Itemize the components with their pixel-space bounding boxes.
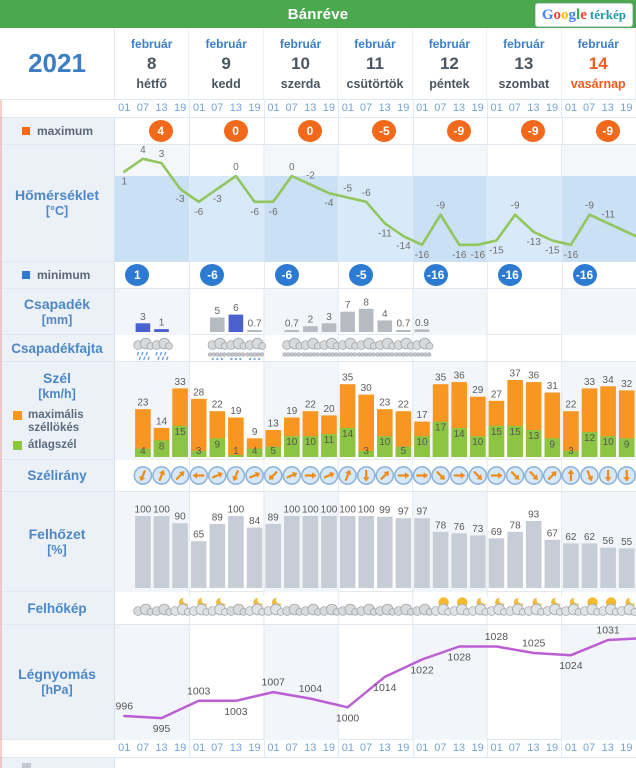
svg-text:0.7: 0.7 [284, 318, 299, 330]
svg-text:3: 3 [568, 446, 574, 457]
minimum-row [0, 262, 636, 289]
svg-text:-6: -6 [361, 187, 371, 199]
svg-text:27: 27 [490, 389, 502, 401]
svg-text:1024: 1024 [559, 660, 583, 673]
svg-text:1031: 1031 [596, 625, 620, 637]
row-label-cloud-icons: Felhőkép [0, 592, 115, 624]
svg-text:3: 3 [363, 446, 369, 457]
svg-text:0: 0 [289, 162, 295, 173]
time-cell: 13 [229, 742, 242, 754]
partial-legend-swatch [22, 763, 31, 768]
svg-text:1000: 1000 [335, 712, 360, 725]
svg-text:1007: 1007 [261, 676, 285, 689]
svg-text:-3: -3 [175, 193, 185, 205]
svg-text:19: 19 [286, 406, 298, 417]
time-cell: 13 [378, 102, 391, 114]
svg-text:15: 15 [174, 426, 186, 438]
time-cell: 01 [264, 100, 283, 117]
svg-text:20: 20 [323, 403, 335, 415]
svg-text:4: 4 [382, 308, 388, 320]
svg-text:100: 100 [357, 504, 375, 516]
svg-text:1028: 1028 [484, 631, 509, 643]
time-cell: 07 [434, 102, 447, 114]
time-cell: 13 [527, 742, 540, 754]
svg-text:9: 9 [251, 426, 258, 438]
day-cell [487, 262, 561, 288]
svg-text:8: 8 [158, 441, 165, 453]
time-cell: 19 [545, 742, 559, 754]
google-map-suffix: térkép [589, 7, 626, 22]
time-cell: 19 [248, 742, 261, 754]
svg-text:10: 10 [416, 437, 428, 449]
svg-text:36: 36 [528, 370, 540, 382]
min-temp-badge: -16 [573, 264, 597, 286]
day-cell [338, 262, 412, 288]
svg-text:10: 10 [602, 437, 614, 449]
svg-text:4: 4 [140, 145, 146, 156]
time-cell: 13 [378, 742, 391, 754]
svg-text:32: 32 [621, 378, 633, 390]
svg-text:-15: -15 [545, 245, 560, 257]
time-cell: 01 [118, 102, 131, 114]
day-header-12[interactable]: február 12 péntek [413, 28, 487, 99]
time-cell: 19 [322, 102, 335, 114]
time-cell: 01 [338, 100, 357, 117]
time-cell: 07 [359, 102, 373, 114]
min-temp-badge: 1 [125, 264, 149, 286]
day-header-11[interactable]: február 11 csütörtök [338, 28, 412, 99]
time-cell: 07 [359, 742, 373, 754]
google-logo-letter: l [576, 6, 581, 23]
svg-text:3: 3 [326, 311, 332, 323]
svg-text:14: 14 [453, 428, 465, 440]
time-cell: 01 [413, 100, 432, 117]
day-cell [487, 118, 561, 144]
day-header-9[interactable]: február 9 kedd [189, 28, 263, 99]
day-header-10[interactable]: február 10 szerda [264, 28, 338, 99]
svg-text:-15: -15 [489, 245, 504, 257]
svg-text:23: 23 [137, 397, 149, 409]
max-temp-badge: 4 [149, 120, 173, 142]
min-temp-badge: -6 [275, 264, 299, 286]
partial-next-row [0, 758, 636, 768]
min-temp-badge: -6 [200, 264, 224, 286]
time-cell: 13 [155, 742, 168, 754]
time-cell: 19 [471, 742, 484, 754]
temperature-row [0, 145, 636, 262]
svg-text:3: 3 [158, 149, 165, 161]
svg-text:33: 33 [583, 376, 596, 388]
svg-text:1014: 1014 [373, 681, 397, 694]
svg-text:62: 62 [565, 531, 577, 543]
time-cell: 01 [189, 740, 208, 757]
max-temp-badge: -5 [372, 120, 396, 142]
svg-text:-11: -11 [601, 209, 615, 221]
svg-text:-16: -16 [563, 249, 579, 261]
minimum-legend-swatch [22, 271, 30, 279]
svg-text:-6: -6 [194, 206, 204, 218]
svg-text:15: 15 [490, 426, 502, 438]
svg-text:14: 14 [155, 416, 168, 428]
svg-text:7: 7 [344, 300, 351, 312]
row-label-cloud-cover: Felhőzet [%] [0, 492, 115, 591]
time-cell: 07 [583, 742, 596, 754]
svg-text:22: 22 [304, 399, 316, 411]
svg-text:-13: -13 [526, 236, 541, 248]
wind-legend-gust: maximális széllökés [13, 409, 110, 435]
location-title: Bánréve [287, 5, 349, 23]
time-cell: 13 [304, 742, 317, 754]
svg-text:100: 100 [320, 504, 338, 516]
svg-text:84: 84 [249, 516, 261, 527]
svg-text:35: 35 [435, 372, 447, 384]
svg-text:22: 22 [211, 399, 223, 411]
time-cell: 07 [285, 102, 298, 114]
svg-text:13: 13 [267, 418, 279, 430]
time-cell: 19 [322, 742, 335, 754]
svg-text:10: 10 [472, 437, 484, 449]
time-cell: 07 [508, 102, 521, 114]
precipitation-row [0, 289, 636, 335]
time-cell: 07 [211, 102, 224, 114]
minimum-values [115, 262, 636, 288]
svg-text:17: 17 [416, 410, 428, 422]
location-header [0, 0, 636, 28]
time-cell: 19 [620, 102, 633, 114]
svg-text:996: 996 [115, 700, 134, 713]
svg-text:23: 23 [379, 397, 391, 409]
wind-legend [0, 409, 110, 452]
svg-text:17: 17 [435, 422, 447, 434]
time-cell: 13 [452, 102, 466, 114]
time-cell: 07 [583, 102, 596, 114]
time-cell: 13 [229, 102, 242, 114]
svg-text:90: 90 [174, 511, 186, 523]
time-cell: 19 [397, 102, 410, 114]
left-edge-marker [0, 100, 2, 768]
max-temp-badge: 0 [224, 120, 248, 142]
day-cell [562, 262, 636, 288]
day-cell [413, 118, 487, 144]
svg-text:22: 22 [565, 399, 577, 411]
time-cell: 07 [136, 102, 150, 114]
svg-text:78: 78 [435, 520, 447, 532]
svg-text:35: 35 [342, 372, 354, 384]
precipitation-chart [115, 289, 636, 334]
time-cell: 13 [601, 102, 614, 114]
svg-text:-6: -6 [268, 206, 278, 218]
time-cell: 13 [304, 102, 317, 114]
svg-text:19: 19 [230, 406, 242, 417]
cloud-cover-chart [115, 492, 636, 591]
precip-type-row [0, 335, 636, 362]
row-label-precip-type: Csapadékfajta [0, 335, 115, 361]
min-temp-badge: -16 [498, 264, 522, 286]
svg-text:97: 97 [397, 506, 409, 518]
svg-text:3: 3 [195, 446, 202, 457]
google-logo-letter: o [561, 6, 569, 23]
svg-text:89: 89 [267, 512, 279, 524]
partial-row-label [0, 758, 115, 768]
svg-text:29: 29 [472, 385, 484, 397]
row-label-pressure: Légnyomás [hPa] [0, 625, 115, 739]
svg-text:-16: -16 [470, 249, 486, 261]
svg-text:9: 9 [549, 439, 556, 451]
year-label: 2021 [0, 28, 115, 99]
svg-text:97: 97 [416, 506, 428, 518]
time-cell: 07 [211, 742, 224, 754]
svg-text:1022: 1022 [410, 664, 434, 677]
row-label-minimum: minimum [0, 262, 115, 288]
row-label-wind: Szél [km/h] maximális széllökés átlagszél [0, 362, 115, 459]
svg-text:37: 37 [509, 368, 521, 380]
pressure-row [0, 625, 636, 740]
svg-text:1: 1 [233, 446, 239, 457]
date-header-row [0, 28, 636, 100]
day-cell [189, 262, 263, 288]
svg-text:15: 15 [509, 426, 521, 438]
day-cell [115, 118, 189, 144]
time-cell: 13 [155, 102, 168, 114]
row-label-wind-direction: Szélirány [0, 460, 115, 491]
day-cell [189, 118, 263, 144]
row-label-precipitation: Csapadék [mm] [0, 289, 115, 334]
svg-text:100: 100 [134, 504, 152, 516]
svg-text:-6: -6 [250, 206, 260, 218]
svg-text:30: 30 [360, 383, 372, 395]
svg-text:10: 10 [379, 437, 391, 449]
svg-text:8: 8 [363, 297, 369, 309]
cloud-picture-icons [115, 592, 636, 624]
time-cell: 19 [397, 742, 410, 754]
day-cell [338, 118, 412, 144]
svg-text:93: 93 [528, 509, 540, 521]
svg-text:100: 100 [339, 504, 356, 516]
svg-text:12: 12 [583, 433, 596, 444]
svg-text:0: 0 [233, 162, 239, 173]
svg-text:9: 9 [623, 439, 630, 451]
day-cell [264, 118, 338, 144]
svg-text:33: 33 [174, 376, 186, 388]
svg-text:65: 65 [193, 529, 205, 541]
svg-text:0.9: 0.9 [415, 317, 429, 329]
time-cell: 13 [527, 102, 540, 114]
time-cell: 01 [189, 100, 208, 117]
svg-text:13: 13 [528, 431, 540, 442]
time-cell: 07 [434, 742, 447, 754]
svg-text:73: 73 [472, 523, 484, 535]
svg-text:-9: -9 [585, 200, 594, 212]
wind-row [0, 362, 636, 460]
svg-text:100: 100 [302, 504, 319, 516]
svg-text:10: 10 [304, 437, 316, 449]
time-cell: 13 [452, 742, 466, 754]
time-cell: 19 [173, 102, 187, 114]
svg-text:69: 69 [490, 526, 502, 538]
svg-text:22: 22 [397, 399, 409, 411]
svg-text:100: 100 [227, 504, 245, 516]
svg-text:1004: 1004 [298, 683, 323, 696]
svg-text:-16: -16 [451, 249, 467, 261]
time-cell: 19 [545, 102, 559, 114]
svg-text:-9: -9 [510, 200, 520, 212]
svg-text:2: 2 [307, 314, 314, 326]
svg-text:5: 5 [400, 446, 407, 457]
wind-legend-avg: átlagszél [13, 439, 77, 452]
svg-text:-11: -11 [377, 228, 392, 240]
google-logo-letter: o [553, 6, 562, 23]
time-cell: 07 [508, 742, 521, 754]
svg-text:6: 6 [233, 303, 239, 315]
time-cell: 01 [487, 100, 506, 117]
google-logo-letter: g [568, 6, 577, 23]
time-row-top [0, 100, 636, 118]
time-cell: 01 [118, 742, 131, 754]
day-cell [264, 262, 338, 288]
time-cell: 01 [561, 740, 580, 757]
max-temp-badge: -9 [447, 120, 471, 142]
svg-text:995: 995 [152, 723, 171, 736]
time-cell: 13 [601, 742, 614, 754]
svg-text:56: 56 [602, 536, 614, 548]
precip-type-icons [115, 335, 636, 361]
time-cell: 01 [487, 740, 506, 757]
time-cell: 07 [136, 742, 150, 754]
day-header-8[interactable]: február 8 hétfő [115, 28, 189, 99]
min-temp-badge: -5 [349, 264, 373, 286]
svg-text:36: 36 [453, 370, 465, 382]
cloud-cover-row [0, 492, 636, 592]
gust-swatch [13, 411, 22, 420]
day-header-13[interactable]: február 13 szombat [487, 28, 561, 99]
svg-text:4: 4 [251, 446, 258, 457]
wind-direction-icons [115, 460, 636, 491]
svg-text:62: 62 [583, 531, 596, 543]
svg-text:78: 78 [509, 520, 521, 532]
google-logo-letter: e [580, 6, 587, 23]
google-logo [542, 8, 587, 23]
row-label-maximum: maximum [0, 118, 115, 144]
svg-text:99: 99 [379, 505, 391, 517]
svg-text:-5: -5 [343, 183, 353, 195]
svg-text:-9: -9 [436, 200, 446, 212]
temperature-chart [115, 145, 636, 261]
wind-chart [115, 362, 636, 459]
time-cell: 01 [413, 740, 432, 757]
svg-text:14: 14 [342, 428, 354, 440]
time-cell: 01 [338, 740, 357, 757]
svg-text:-14: -14 [396, 241, 411, 253]
svg-text:67: 67 [546, 528, 558, 540]
svg-text:4: 4 [140, 446, 146, 457]
max-temp-badge: 0 [298, 120, 322, 142]
svg-text:34: 34 [602, 374, 614, 386]
min-temp-badge: -16 [424, 264, 448, 286]
max-temp-badge: -9 [596, 120, 620, 142]
svg-text:76: 76 [453, 521, 465, 533]
wind-direction-row [0, 460, 636, 492]
day-header-14[interactable]: február 14 vasárnap [562, 28, 636, 99]
day-cell [115, 262, 189, 288]
svg-text:9: 9 [214, 439, 221, 451]
svg-text:-16: -16 [414, 249, 430, 261]
svg-text:89: 89 [211, 512, 223, 524]
time-cell: 19 [173, 742, 187, 754]
svg-text:1: 1 [121, 176, 128, 188]
svg-text:0.7: 0.7 [396, 318, 411, 330]
svg-text:28: 28 [193, 387, 205, 399]
svg-text:-4: -4 [324, 198, 334, 210]
svg-text:100: 100 [153, 504, 170, 516]
time-cell: 19 [471, 102, 484, 114]
svg-text:3: 3 [140, 311, 146, 323]
svg-text:5: 5 [270, 446, 276, 457]
cloud-icons-row [0, 592, 636, 625]
avg-wind-swatch [13, 441, 22, 450]
day-cell [562, 118, 636, 144]
day-cell [413, 262, 487, 288]
svg-text:55: 55 [621, 536, 633, 548]
maximum-row [0, 118, 636, 145]
svg-text:100: 100 [283, 504, 301, 516]
google-logo-letter: G [541, 6, 554, 23]
svg-text:1025: 1025 [522, 637, 546, 650]
day-headers [115, 28, 636, 99]
google-map-button[interactable] [535, 3, 633, 27]
time-cell: 19 [620, 742, 633, 754]
svg-text:5: 5 [214, 306, 221, 317]
svg-text:1028: 1028 [447, 651, 471, 664]
time-cell: 01 [264, 740, 283, 757]
svg-text:11: 11 [323, 435, 335, 447]
svg-text:1003: 1003 [224, 705, 248, 718]
row-label-temperature: Hőmérséklet [°C] [0, 145, 115, 261]
time-cell: 19 [248, 102, 261, 114]
time-row-bottom [0, 740, 636, 758]
svg-text:-2: -2 [305, 170, 315, 182]
svg-text:-3: -3 [212, 193, 222, 205]
time-cell: 07 [285, 742, 298, 754]
maximum-values [115, 118, 636, 144]
maximum-legend-swatch [22, 127, 30, 135]
max-temp-badge: -9 [521, 120, 545, 142]
svg-text:1003: 1003 [187, 685, 211, 698]
svg-text:1: 1 [158, 317, 165, 329]
time-cell: 01 [561, 100, 580, 117]
pressure-chart [115, 625, 636, 739]
svg-text:10: 10 [286, 437, 298, 449]
svg-text:31: 31 [546, 381, 558, 392]
svg-text:0.7: 0.7 [247, 318, 262, 330]
